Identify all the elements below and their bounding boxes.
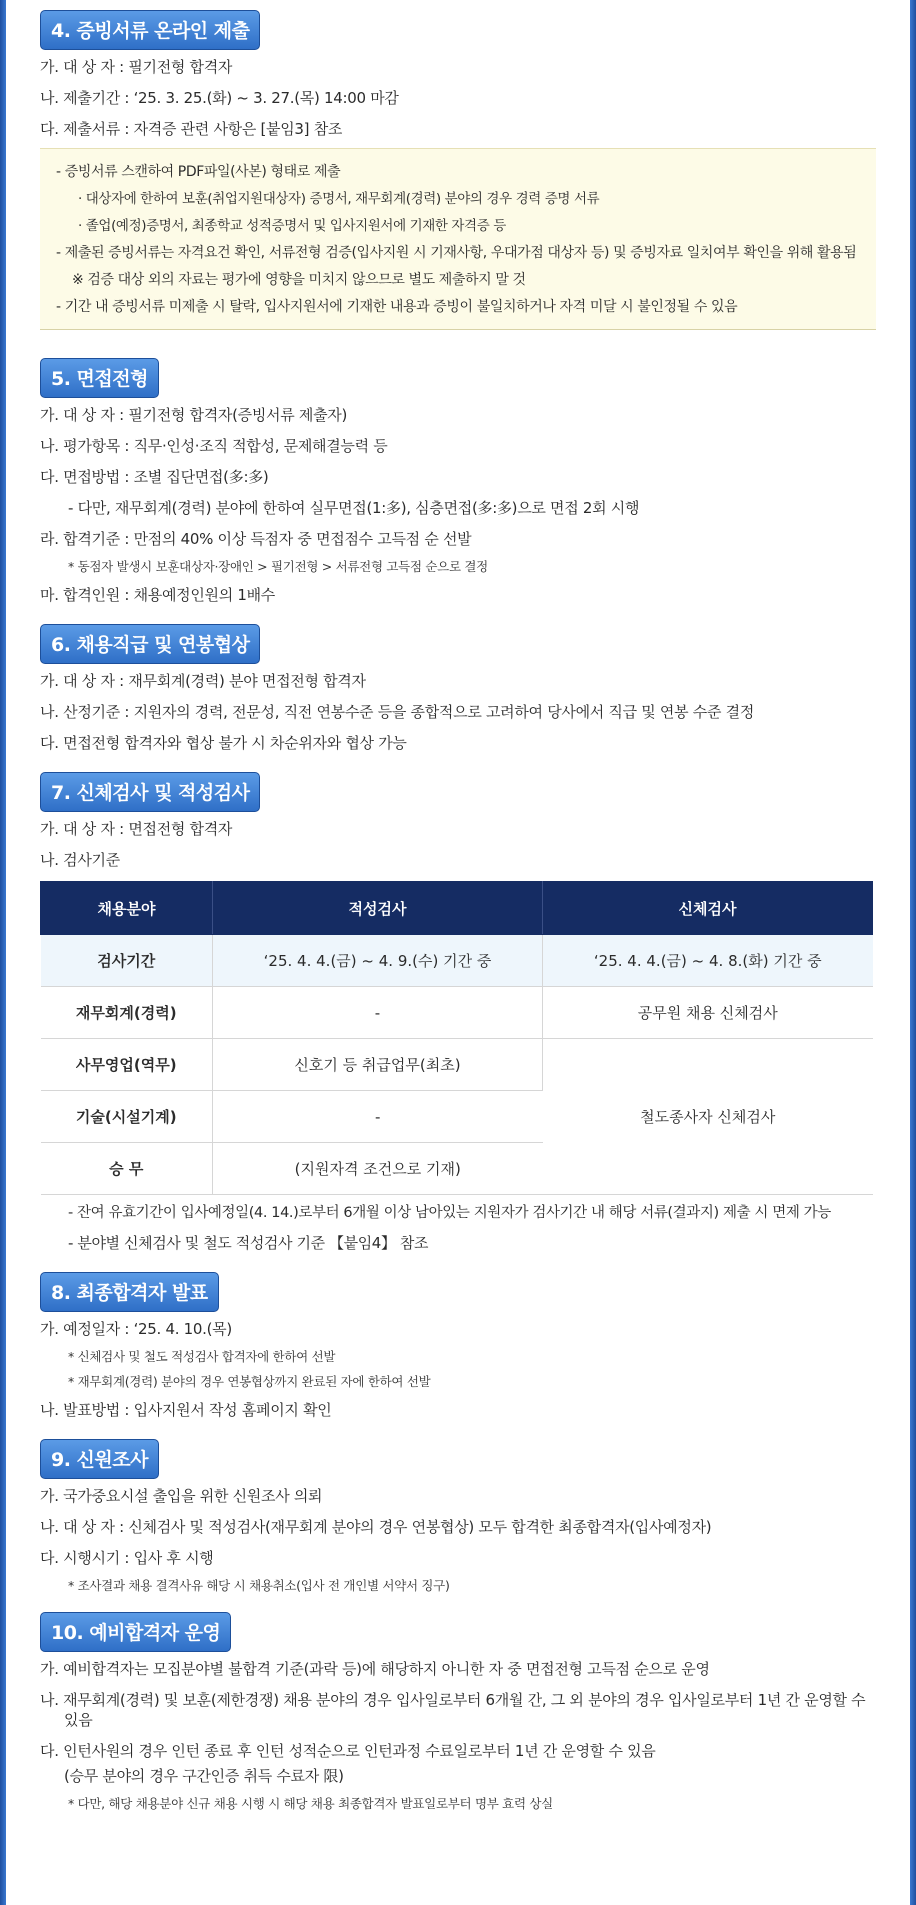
s6-target: 가. 대 상 자 : 재무회계(경력) 분야 면접전형 합격자 — [40, 672, 366, 690]
s5-method: 다. 면접방법 : 조별 집단면접(多:多) — [40, 468, 269, 486]
s8-note: * 신체검사 및 철도 적성검사 합격자에 한하여 선발 — [68, 1349, 336, 1364]
table-cell: 신호기 등 취급업무(최초) — [213, 1039, 543, 1091]
s10-note: * 다만, 해당 채용분야 신규 채용 시행 시 해당 채용 최종합격자 발표일로부터 명부 효력 상실 — [68, 1796, 553, 1811]
exam-schedule-table — [40, 881, 873, 1195]
table-header-field: 채용분야 — [41, 882, 213, 935]
table-cell: 재무회계(경력) — [41, 987, 213, 1039]
s4-documents: 다. 제출서류 : 자격증 관련 사항은 [붙임3] 참조 — [40, 120, 343, 138]
table-cell: 공무원 채용 신체검사 — [543, 987, 873, 1039]
table-header-aptitude: 적성검사 — [213, 882, 543, 935]
s9-note: * 조사결과 채용 결격사유 해당 시 채용취소(입사 전 개인별 서약서 징구) — [68, 1578, 450, 1593]
section-5-title: 5. 면접전형 — [40, 358, 159, 398]
section-10 — [40, 1598, 876, 1816]
section-6-title: 6. 채용직급 및 연봉협상 — [40, 624, 260, 664]
s7-reference-note: - 분야별 신체검사 및 철도 적성검사 기준 【붙임4】 참조 — [68, 1234, 429, 1252]
section-4 — [40, 0, 876, 330]
s7-criteria: 나. 검사기준 — [40, 851, 120, 869]
table-header-physical: 신체검사 — [543, 882, 873, 935]
table-cell: ‘25. 4. 4.(금) ~ 4. 8.(화) 기간 중 — [543, 935, 873, 987]
notice-content — [40, 0, 876, 1816]
s7-target: 가. 대 상 자 : 면접전형 합격자 — [40, 820, 233, 838]
table-cell: 검사기간 — [41, 935, 213, 987]
s10-item-c: 다. 인턴사원의 경우 인턴 종료 후 인턴 성적순으로 인턴과정 수료일로부터 1년 간 운영할 수 있음 — [40, 1742, 656, 1760]
table-cell: 기술(시설기계) — [41, 1091, 213, 1143]
table-cell: ‘25. 4. 4.(금) ~ 4. 9.(수) 기간 중 — [213, 935, 543, 987]
section-9-title: 9. 신원조사 — [40, 1439, 159, 1479]
s10-item-c-detail: (승무 분야의 경우 구간인증 취득 수료자 限) — [64, 1767, 344, 1785]
s4-box-subitem: · 대상자에 한하여 보훈(취업지원대상자) 증명서, 재무회계(경력) 분야의 경우 경력 증명 서류 — [78, 191, 600, 207]
section-4-title: 4. 증빙서류 온라인 제출 — [40, 10, 260, 50]
table-row — [41, 987, 873, 1039]
table-cell: (지원자격 조건으로 기재) — [213, 1143, 543, 1195]
s4-box-item: - 제출된 증빙서류는 자격요건 확인, 서류전형 검증(입사지원 시 기재사항, 우대가점 대상자 등) 및 증빙자료 일치여부 확인을 위해 활용됨 — [56, 245, 857, 261]
s5-pass-criteria: 라. 합격기준 : 만점의 40% 이상 득점자 중 면접점수 고득점 순 선발 — [40, 530, 472, 548]
s9-request: 가. 국가중요시설 출입을 위한 신원조사 의뢰 — [40, 1487, 323, 1505]
s5-criteria: 나. 평가항목 : 직무·인성·조직 적합성, 문제해결능력 등 — [40, 437, 388, 455]
s4-target: 가. 대 상 자 : 필기전형 합격자 — [40, 58, 233, 76]
s5-target: 가. 대 상 자 : 필기전형 합격자(증빙서류 제출자) — [40, 406, 348, 424]
s9-target: 나. 대 상 자 : 신체검사 및 적성검사(재무회계 분야의 경우 연봉협상) 모두 합격한 최종합격자(입사예정자) — [40, 1518, 712, 1536]
section-8 — [40, 1258, 876, 1425]
section-5 — [40, 330, 876, 610]
s4-notice-box — [40, 148, 876, 330]
section-8-title: 8. 최종합격자 발표 — [40, 1272, 219, 1312]
s9-timing: 다. 시행시기 : 입사 후 시행 — [40, 1549, 214, 1567]
s5-tie-note: * 동점자 발생시 보훈대상자·장애인 > 필기전형 > 서류전형 고득점 순으로 결정 — [68, 559, 488, 574]
table-cell-merged: 철도종사자 신체검사 — [543, 1039, 873, 1195]
s6-negotiation: 다. 면접전형 합격자와 협상 불가 시 차순위자와 협상 가능 — [40, 734, 407, 752]
section-7 — [40, 758, 876, 1258]
s5-pass-count: 마. 합격인원 : 채용예정인원의 1배수 — [40, 586, 275, 604]
s4-box-subitem: · 졸업(예정)증명서, 최종학교 성적증명서 및 입사지원서에 기재한 자격증 등 — [78, 218, 506, 234]
s8-note: * 재무회계(경력) 분야의 경우 연봉협상까지 완료된 자에 한하여 선발 — [68, 1374, 431, 1389]
section-10-title: 10. 예비합격자 운영 — [40, 1612, 231, 1652]
s8-method: 나. 발표방법 : 입사지원서 작성 홈페이지 확인 — [40, 1401, 332, 1419]
table-cell: - — [213, 1091, 543, 1143]
s6-basis: 나. 산정기준 : 지원자의 경력, 전문성, 직전 연봉수준 등을 종합적으로 고려하여 당사에서 직급 및 연봉 수준 결정 — [40, 703, 755, 721]
s8-date: 가. 예정일자 : ‘25. 4. 10.(목) — [40, 1320, 232, 1338]
left-frame-border — [0, 0, 6, 1905]
table-row — [41, 1039, 873, 1091]
s4-period: 나. 제출기간 : ‘25. 3. 25.(화) ~ 3. 27.(목) 14:00 마감 — [40, 89, 399, 107]
s4-box-reference: ※ 검증 대상 외의 자료는 평가에 영향을 미치지 않으므로 별도 제출하지 말 것 — [72, 272, 526, 288]
table-cell: 사무영업(역무) — [41, 1039, 213, 1091]
section-9 — [40, 1425, 876, 1598]
right-frame-border — [910, 0, 916, 1905]
s5-method-detail: - 다만, 재무회계(경력) 분야에 한하여 실무면접(1:多), 심층면접(多:多)으로 면접 2회 시행 — [68, 499, 640, 517]
s4-box-item: - 기간 내 증빙서류 미제출 시 탈락, 입사지원서에 기재한 내용과 증빙이 불일치하거나 자격 미달 시 불인정될 수 있음 — [56, 299, 738, 315]
table-cell: 승 무 — [41, 1143, 213, 1195]
table-row — [41, 935, 873, 987]
section-6 — [40, 610, 876, 758]
table-header-row — [41, 882, 873, 935]
s4-box-item: - 증빙서류 스캔하여 PDF파일(사본) 형태로 제출 — [56, 164, 341, 180]
section-7-title: 7. 신체검사 및 적성검사 — [40, 772, 260, 812]
table-cell: - — [213, 987, 543, 1039]
s10-item-a: 가. 예비합격자는 모집분야별 불합격 기준(과락 등)에 해당하지 아니한 자 중 면접전형 고득점 순으로 운영 — [40, 1660, 710, 1678]
s10-item-b: 나. 재무회계(경력) 및 보훈(제한경쟁) 채용 분야의 경우 입사일로부터 6개월 간, 그 외 분야의 경우 입사일로부터 1년 간 운영할 수 있음 — [40, 1691, 866, 1729]
s7-exemption-note: - 잔여 유효기간이 입사예정일(4. 14.)로부터 6개월 이상 남아있는 지원자가 검사기간 내 해당 서류(결과지) 제출 시 면제 가능 — [68, 1205, 831, 1221]
